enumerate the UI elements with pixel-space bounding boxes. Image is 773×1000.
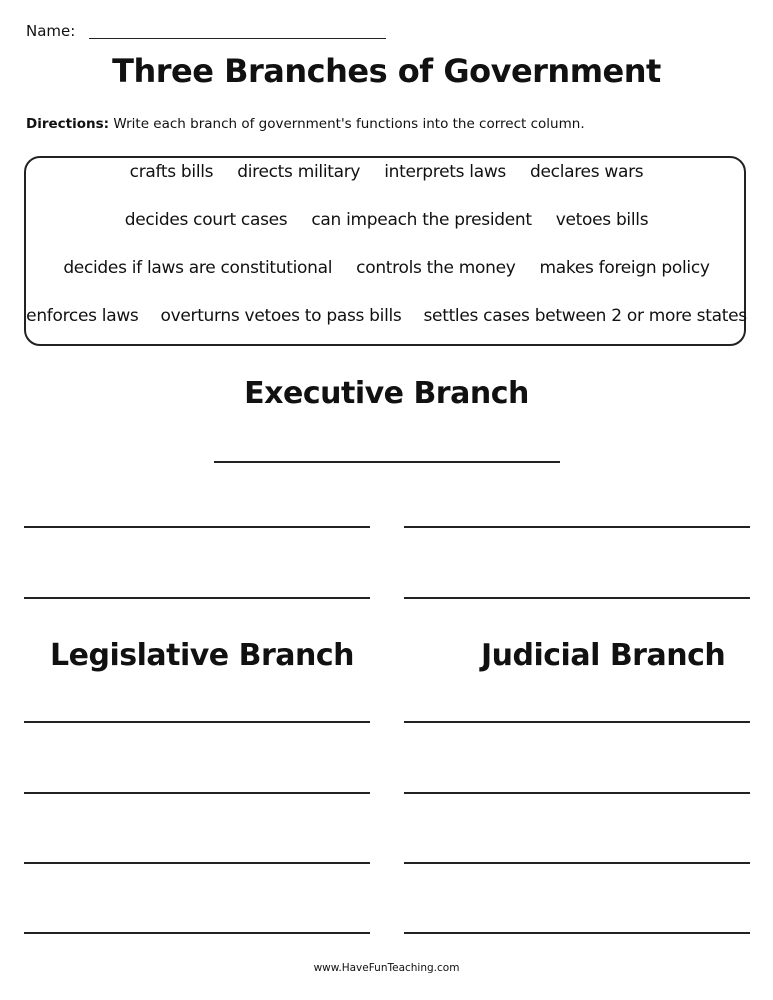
executive-answer-line-2[interactable]: [24, 526, 370, 528]
word-bank-row-2: [0, 210, 773, 230]
judicial-answer-line-1[interactable]: [404, 721, 750, 723]
word-item: vetoes bills: [555, 210, 649, 230]
footer-website: www.HaveFunTeaching.com: [313, 962, 460, 974]
worksheet-title: Three Branches of Government: [112, 52, 661, 90]
word-item: enforces laws: [26, 306, 139, 326]
word-item: decides if laws are constitutional: [63, 258, 333, 278]
name-label: Name:: [26, 22, 76, 40]
name-line[interactable]: [89, 38, 386, 39]
judicial-answer-line-2[interactable]: [404, 792, 750, 794]
executive-branch-heading: Executive Branch: [244, 376, 529, 411]
legislative-branch-heading: Legislative Branch: [50, 638, 354, 673]
executive-answer-line-1[interactable]: [214, 461, 560, 463]
legislative-answer-line-3[interactable]: [24, 862, 370, 864]
judicial-answer-line-4[interactable]: [404, 932, 750, 934]
executive-answer-line-5[interactable]: [404, 597, 750, 599]
word-item: overturns vetoes to pass bills: [160, 306, 402, 326]
legislative-answer-line-4[interactable]: [24, 932, 370, 934]
executive-answer-line-4[interactable]: [24, 597, 370, 599]
directions-text: Write each branch of government's functions into the correct column.: [109, 116, 585, 132]
executive-answer-line-3[interactable]: [404, 526, 750, 528]
word-item: settles cases between 2 or more states: [423, 306, 747, 326]
word-item: can impeach the president: [311, 210, 532, 230]
word-item: crafts bills: [129, 162, 214, 182]
directions: [26, 116, 585, 132]
word-bank-row-4: [0, 306, 773, 326]
word-item: decides court cases: [124, 210, 288, 230]
word-item: directs military: [237, 162, 361, 182]
judicial-branch-heading: Judicial Branch: [481, 638, 726, 673]
legislative-answer-line-2[interactable]: [24, 792, 370, 794]
word-bank-row-3: [0, 258, 773, 278]
word-item: declares wars: [530, 162, 644, 182]
word-item: controls the money: [356, 258, 516, 278]
directions-label: Directions:: [26, 116, 110, 132]
word-bank-row-1: [0, 162, 773, 182]
word-item: makes foreign policy: [539, 258, 710, 278]
word-item: interprets laws: [384, 162, 506, 182]
judicial-answer-line-3[interactable]: [404, 862, 750, 864]
legislative-answer-line-1[interactable]: [24, 721, 370, 723]
